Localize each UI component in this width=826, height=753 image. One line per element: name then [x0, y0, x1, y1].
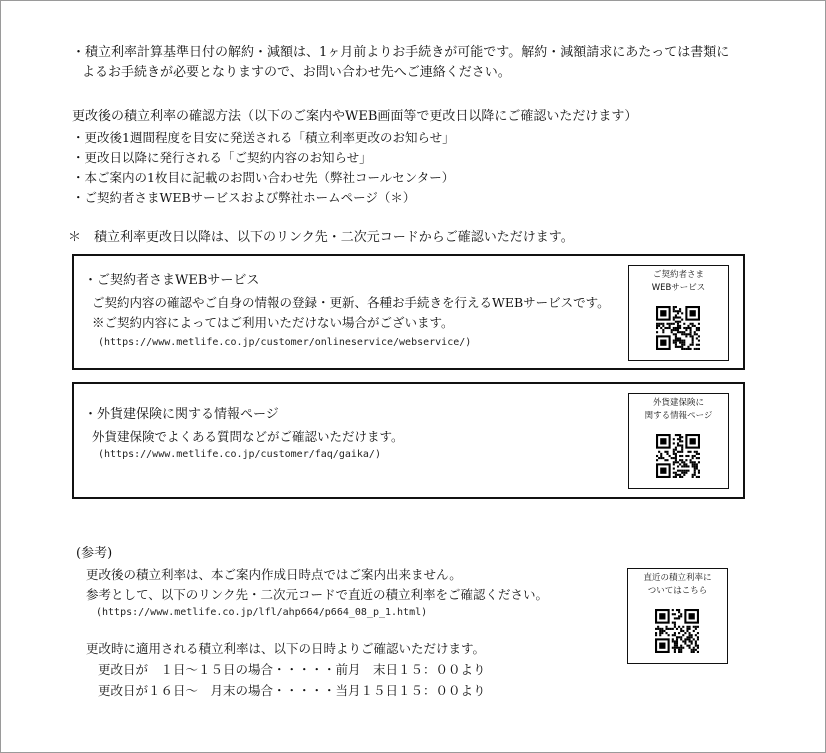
foreign-insurance-url[interactable]: (https://www.metlife.co.jp/customer/faq/gaika/) — [98, 449, 381, 460]
intro-line-1: ・積立利率計算基準日付の解約・減額は、1ヶ月前よりお手続きが可能です。解約・減額請求にあたっては書類に — [72, 45, 730, 60]
confirm-item: ・更改後1週間程度を目安に発送される「積立利率更改のお知らせ」 — [72, 130, 455, 145]
qr-caption: 関する情報ページ — [644, 411, 713, 421]
foreign-insurance-desc: 外貨建保険でよくある質問などがご確認いただけます。 — [92, 429, 404, 444]
confirm-item: ・本ご案内の1枚目に記載のお問い合わせ先（弊社コールセンター） — [72, 170, 455, 185]
qr-caption: 外貨建保険に — [652, 398, 704, 408]
web-service-qr-panel — [628, 265, 729, 361]
web-service-title: ・ご契約者さまWEBサービス — [84, 273, 260, 288]
web-service-note: ※ご契約内容によってはご利用いただけない場合がございます。 — [92, 315, 454, 330]
foreign-insurance-title: ・外貨建保険に関する情報ページ — [84, 407, 279, 422]
recent-rate-qr-panel — [627, 568, 728, 664]
reference-heading: (参考) — [76, 546, 113, 561]
web-service-desc: ご契約内容の確認やご自身の情報の登録・更新、各種お手続きを行えるWEBサービスです。 — [92, 295, 610, 310]
web-service-box — [72, 254, 745, 370]
reference-row-2: 更改日が１６日～ 月末の場合・・・・・当月１５日１５：００より — [98, 683, 486, 698]
intro-line-2: よるお手続きが必要となりますので、お問い合わせ先へご連絡ください。 — [82, 65, 511, 80]
qr-code-icon[interactable] — [655, 609, 699, 653]
reference-line-2: 参考として、以下のリンク先・二次元コードで直近の積立利率をご確認ください。 — [86, 587, 549, 602]
qr-caption: 直近の積立利率に — [643, 573, 712, 583]
qr-caption: WEBサービス — [651, 283, 706, 293]
reference-row-1: 更改日が １日～１５日の場合・・・・・前月 末日１５：００より — [98, 662, 486, 677]
confirm-item: ・ご契約者さまWEBサービスおよび弊社ホームページ（＊） — [72, 190, 416, 205]
foreign-insurance-box — [72, 382, 745, 499]
web-service-url[interactable]: (https://www.metlife.co.jp/customer/onlineservice/webservice/) — [98, 337, 472, 348]
reference-url[interactable]: (https://www.metlife.co.jp/lfl/ahp664/p664_08_p_1.html) — [96, 607, 428, 618]
reference-line-1: 更改後の積立利率は、本ご案内作成日時点ではご案内出来ません。 — [86, 567, 462, 582]
foreign-insurance-qr-panel — [628, 393, 729, 489]
qr-caption: ご契約者さま — [652, 270, 704, 280]
confirm-heading: 更改後の積立利率の確認方法（以下のご案内やWEB画面等で更改日以降にご確認いただけます） — [72, 109, 638, 124]
confirm-item: ・更改日以降に発行される「ご契約内容のお知らせ」 — [72, 150, 372, 165]
qr-code-icon[interactable] — [656, 306, 700, 350]
qr-caption: ついてはこちら — [647, 586, 708, 596]
reference-line-3: 更改時に適用される積立利率は、以下の日時よりご確認いただけます。 — [86, 641, 486, 656]
asterisk-note: ＊ 積立利率更改日以降は、以下のリンク先・二次元コードからご確認いただけます。 — [68, 230, 574, 245]
qr-code-icon[interactable] — [656, 434, 700, 478]
